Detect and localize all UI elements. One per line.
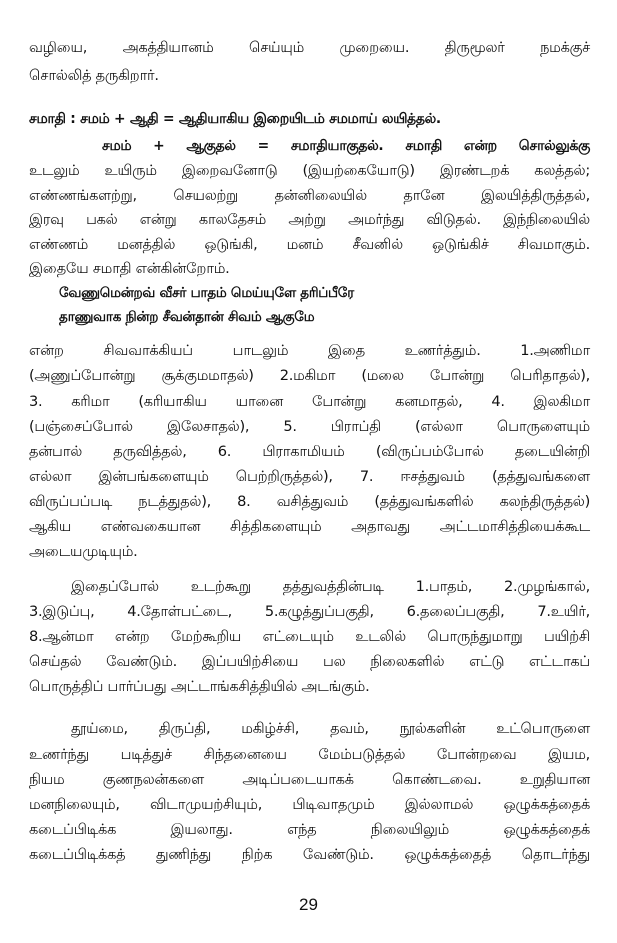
verse-line: தாணுவாக நின்ற சீவன்தான் சிவம் ஆகுமே (59, 310, 315, 325)
paragraph-line: செய்தல் வேண்டும். இப்பயிற்சியை பல நிலைகளில் எட்டு எட்டாகப் (29, 653, 590, 670)
paragraph-line: ஆகிய எண்வகையான சித்திகளையும் அதாவது அட்டமாசித்தியைக்கூட (29, 518, 590, 535)
definition-heading: சமாதி : சமம் + ஆதி = ஆதியாகிய இறையிடம் சமமாய் லயித்தல். (29, 111, 441, 127)
paragraph-line: 8.ஆன்மா என்ற மேற்கூறிய எட்டையும் உடலில் பொருந்துமாறு பயிற்சி (29, 628, 590, 645)
definition-line: சமம் + ஆகுதல் = சமாதியாகுதல். சமாதி என்ற சொல்லுக்கு (102, 138, 590, 154)
paragraph-line: நியம குணநலன்களை அடிப்படையாகக் கொண்டவை. உறுதியான (29, 771, 590, 788)
paragraph-line: எண்ணங்களற்று, செயலற்று தன்னிலையில் தானே இலயித்திருத்தல், (29, 187, 590, 204)
paragraph-line: கடைப்பிடிக்கத் துணிந்து நிற்க வேண்டும். ஒழுக்கத்தைத் தொடர்ந்து (29, 846, 590, 863)
paragraph-line: உணர்ந்து படித்துச் சிந்தனையை மேம்படுத்தல் போன்றவை இயம, (29, 746, 590, 763)
paragraph-line: 3. கரிமா (கரியாகிய யானை போன்று கனமாதல், 4. இலகிமா (29, 393, 590, 410)
paragraph-line: சொல்லித் தருகிறார். (29, 67, 159, 84)
paragraph-line: என்ற சிவவாக்கியப் பாடலும் இதை உணர்த்தும். 1.அணிமா (29, 342, 590, 359)
paragraph-line: தன்பால் தருவித்தல், 6. பிராகாமியம் (விருப்பம்போல் தடையின்றி (29, 443, 590, 460)
paragraph-line: வழியை, அகத்தியானம் செய்யும் முறையை. திருமூலர் நமக்குச் (29, 39, 590, 56)
paragraph-line: (பஞ்சைப்போல் இலேசாதல்), 5. பிராப்தி (எல்லா பொருளையும் (29, 418, 590, 435)
paragraph-line: பொருத்திப் பார்ப்பது அட்டாங்கசித்தியில் அடங்கும். (29, 678, 370, 695)
verse-line: வேணுமென்றவ் வீசர் பாதம் மெய்யுளே தரிப்பீரே (59, 286, 355, 301)
paragraph-line: (அணுப்போன்று சூக்குமமாதல்) 2.மகிமா (மலை போன்று பெரிதாதல்), (29, 367, 590, 384)
paragraph-line: எல்லா இன்பங்களையும் பெற்றிருத்தல்), 7. ஈசத்துவம் (தத்துவங்களை (29, 468, 590, 485)
paragraph-line: இதையே சமாதி என்கின்றோம். (29, 260, 230, 277)
paragraph-line: தூய்மை, திருப்தி, மகிழ்ச்சி, தவம், நூல்களின் உட்பொருளை (71, 720, 590, 737)
paragraph-line: அடையமுடியும். (29, 543, 138, 560)
paragraph-line: விருப்பப்படி நடத்துதல்), 8. வசித்துவம் (தத்துவங்களில் கலந்திருத்தல்) (29, 493, 590, 510)
paragraph-line: எண்ணம் மனத்தில் ஒடுங்கி, மனம் சீவனில் ஒடுங்கிச் சிவமாகும். (29, 236, 590, 253)
paragraph-line: மனநிலையும், விடாமுயற்சியும், பிடிவாதமும் இல்லாமல் ஒழுக்கத்தைக் (29, 796, 590, 813)
paragraph-line: உடலும் உயிரும் இறைவனோடு (இயற்கையோடு) இரண்டறக் கலத்தல்; (29, 162, 590, 179)
paragraph-line: கடைப்பிடிக்க இயலாது. எந்த நிலையிலும் ஒழுக்கத்தைக் (29, 821, 590, 838)
paragraph-line: இரவு பகல் என்று காலதேசம் அற்று அமர்ந்து விடுதல். இந்நிலையில் (29, 211, 590, 228)
page-number: 29 (299, 895, 318, 914)
paragraph-line: 3.இடுப்பு, 4.தோள்பட்டை, 5.கழுத்துப்பகுதி, 6.தலைப்பகுதி, 7.உயிர், (29, 603, 590, 620)
paragraph-line: இதைப்போல் உடற்கூறு தத்துவத்தின்படி 1.பாதம், 2.முழங்கால், (71, 578, 590, 595)
